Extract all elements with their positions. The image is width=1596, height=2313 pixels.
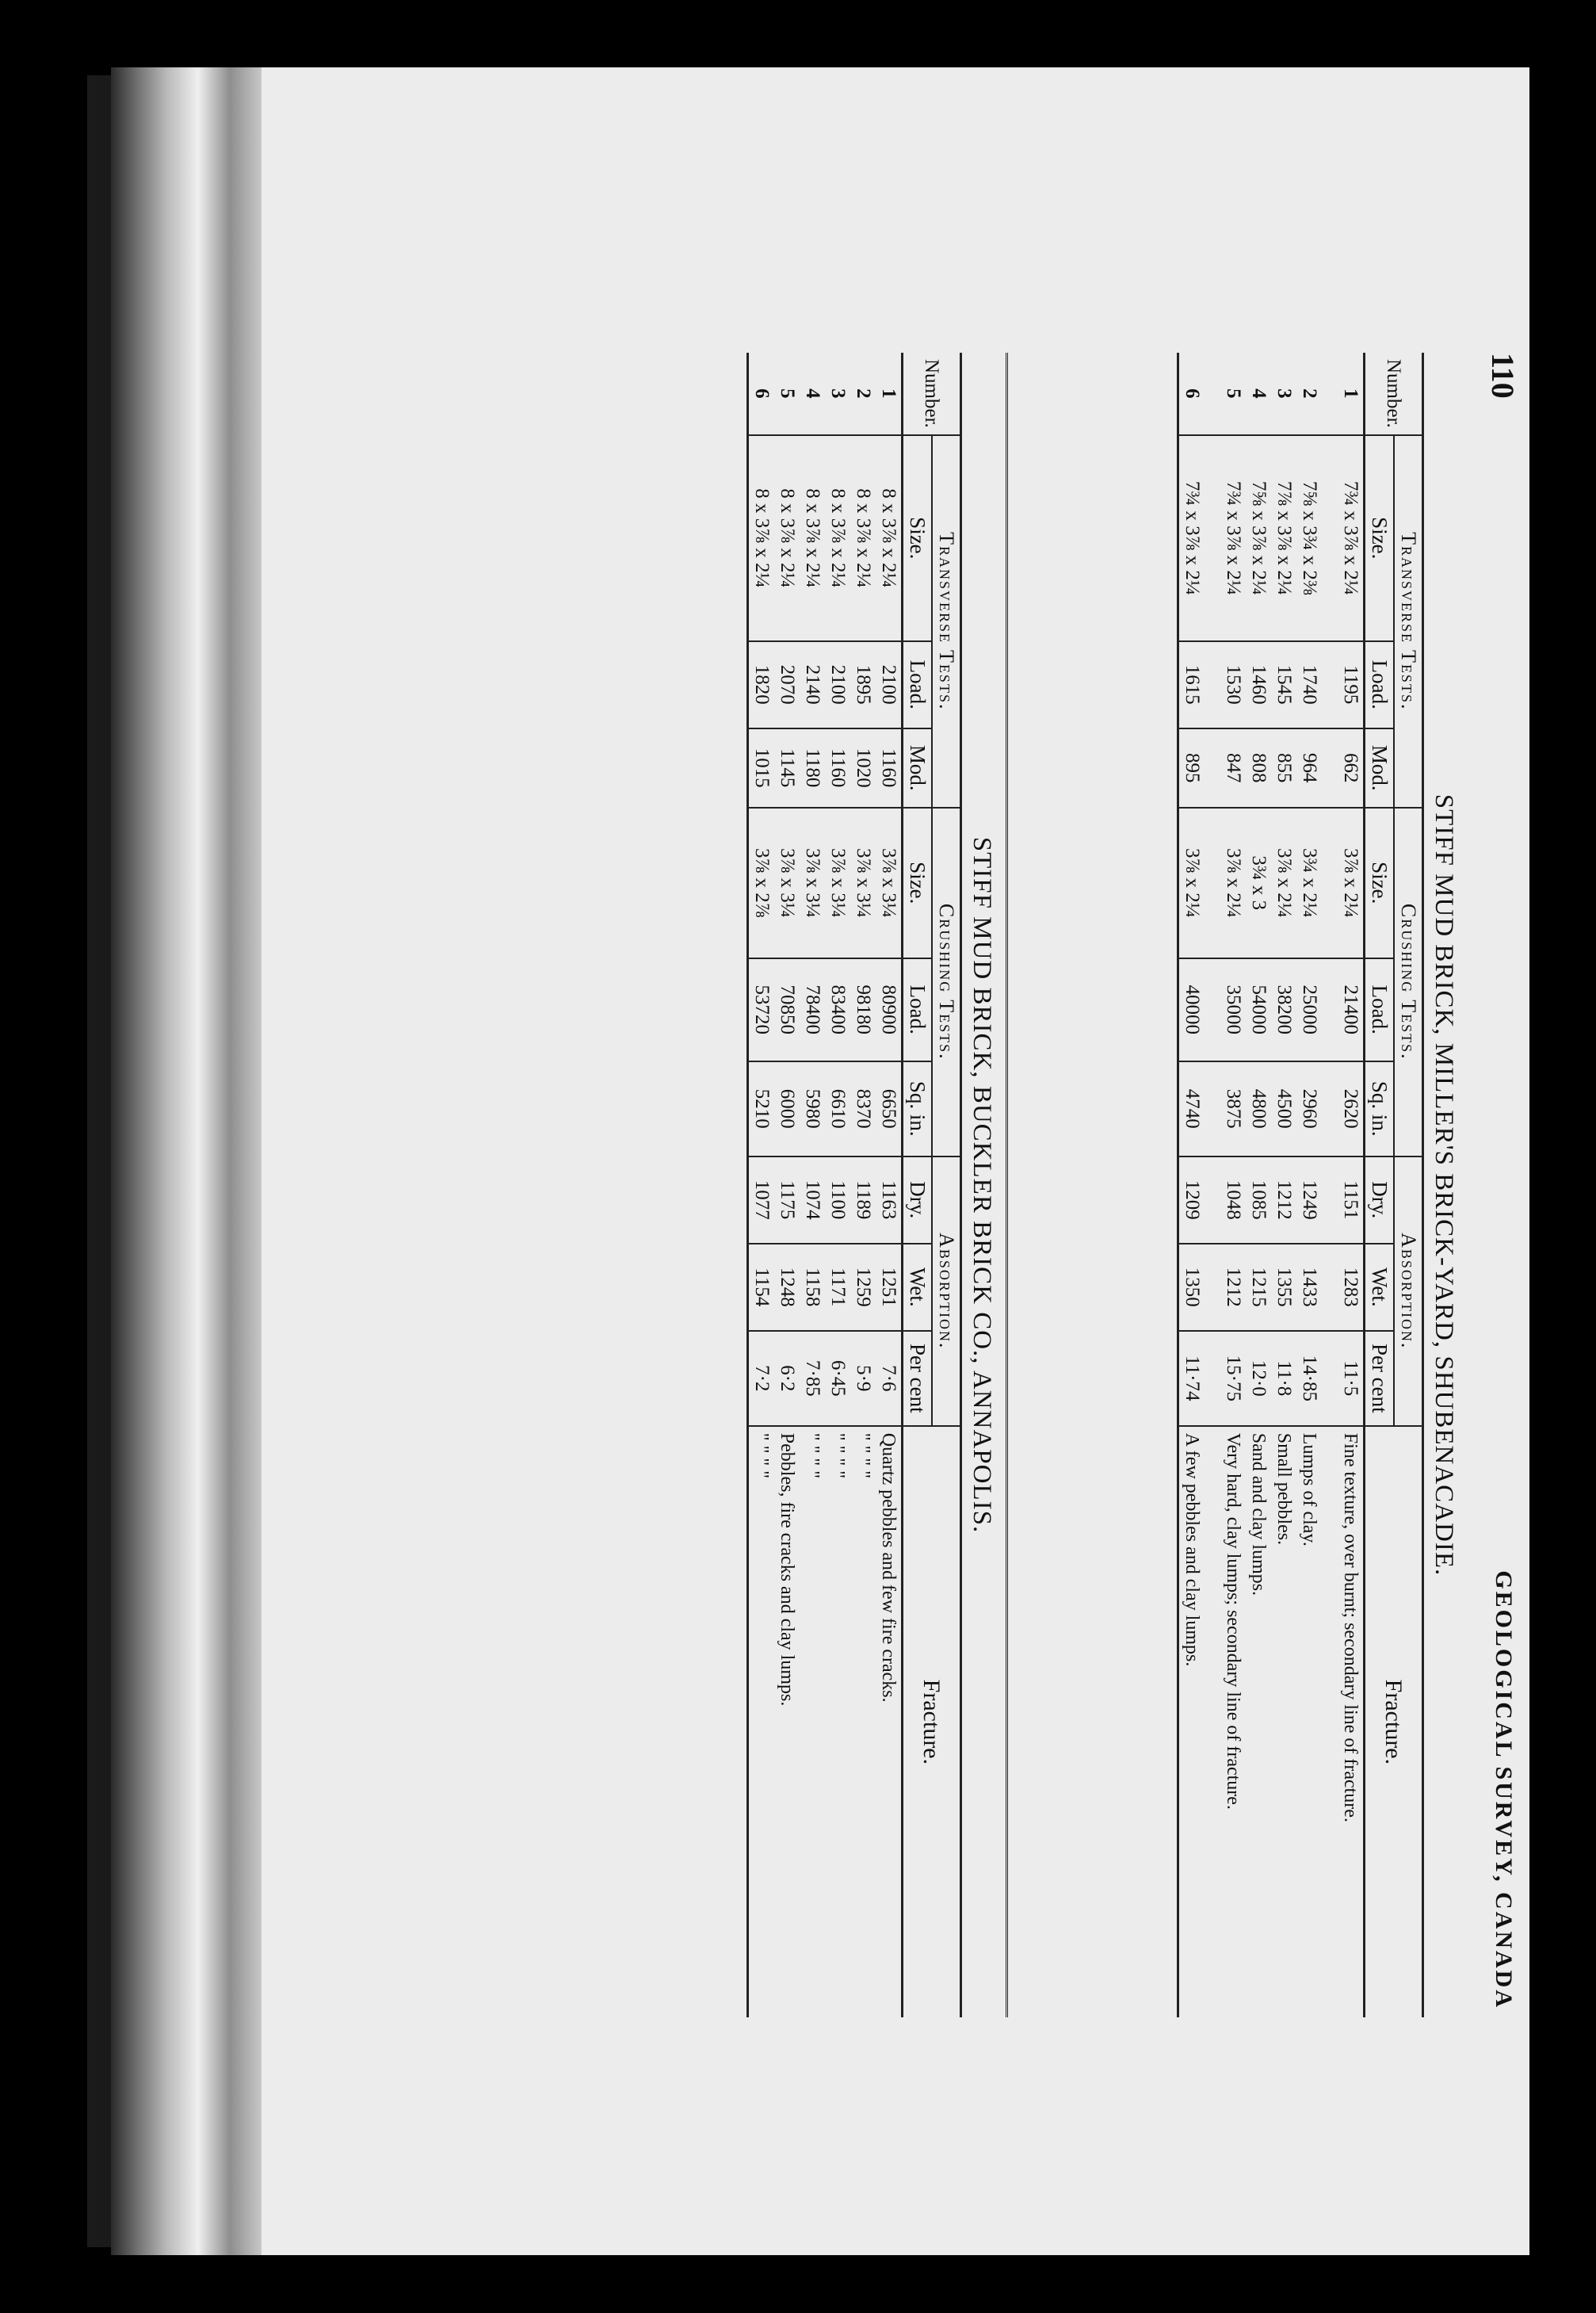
header-fracture: Fracture. (918, 1679, 945, 1765)
table-2-body (748, 353, 903, 2017)
absorption-wet: 1259 (850, 1244, 876, 1331)
header-t-size: Size. (1365, 435, 1395, 641)
crushing-load: 40000 (1178, 958, 1205, 1061)
header-per-cent: Per cent (1365, 1331, 1395, 1426)
absorption-per-cent: 7·6 (876, 1331, 903, 1426)
crushing-size: 3⅞ x 3¼ (774, 808, 800, 958)
transverse-load: 2070 (774, 641, 800, 728)
crushing-sq-in: 2960 (1296, 1061, 1322, 1156)
absorption-dry: 1212 (1271, 1156, 1296, 1244)
transverse-load: 1615 (1178, 641, 1205, 728)
header-wet: Wet. (1365, 1244, 1395, 1331)
crushing-load: 53720 (748, 958, 775, 1061)
crushing-load: 98180 (850, 958, 876, 1061)
row-spacer (1322, 353, 1338, 2017)
transverse-load: 1545 (1271, 641, 1296, 728)
crushing-load: 83400 (825, 958, 850, 1061)
crushing-size: 3⅞ x 2¼ (1178, 808, 1205, 958)
absorption-dry: 1048 (1220, 1156, 1246, 1244)
transverse-size: 8 x 3⅞ x 2¼ (850, 435, 876, 641)
crushing-size: 3⅞ x 2⅞ (748, 808, 775, 958)
absorption-dry: 1189 (850, 1156, 876, 1244)
crushing-sq-in: 8370 (850, 1061, 876, 1156)
absorption-dry: 1209 (1178, 1156, 1205, 1244)
table-row (1338, 353, 1365, 2017)
transverse-mod: 847 (1220, 728, 1246, 808)
absorption-dry: 1077 (748, 1156, 775, 1244)
transverse-load: 2140 (800, 641, 825, 728)
crushing-load: 78400 (800, 958, 825, 1061)
header-c-sq-in: Sq. in. (903, 1061, 933, 1156)
absorption-wet: 1158 (800, 1244, 825, 1331)
fracture-note: Pebbles, fire cracks and clay lumps. (777, 1432, 798, 1707)
row-number: 3 (825, 353, 850, 435)
crushing-size: 3⅞ x 3¼ (825, 808, 850, 958)
absorption-wet: 1355 (1271, 1244, 1296, 1331)
absorption-per-cent: 11·8 (1271, 1331, 1296, 1426)
running-title: GEOLOGICAL SURVEY, CANADA (1491, 1570, 1517, 2009)
crushing-load: 70850 (774, 958, 800, 1061)
row-number: 4 (800, 353, 825, 435)
transverse-load: 1895 (850, 641, 876, 728)
header-dry: Dry. (1365, 1156, 1395, 1244)
header-c-size: Size. (903, 808, 933, 958)
crushing-size: 3⅞ x 3¼ (850, 808, 876, 958)
fracture-note: " " " " (748, 1426, 775, 2017)
header-number: Number. (903, 353, 961, 435)
transverse-mod: 1160 (825, 728, 850, 808)
absorption-wet: 1433 (1296, 1244, 1322, 1331)
transverse-size: 7⅞ x 3⅞ x 2¼ (1271, 435, 1296, 641)
header-crushing-tests: Crushing Tests. (932, 808, 961, 1156)
header-transverse-tests: Transverse Tests. (1394, 435, 1423, 808)
absorption-wet: 1154 (748, 1244, 775, 1331)
table-1 (1177, 353, 1424, 2017)
row-number: 5 (774, 353, 800, 435)
crushing-size: 3⅞ x 3¼ (876, 808, 903, 958)
row-number: 2 (1296, 353, 1322, 435)
fracture-note: A few pebbles and clay lumps. (1178, 1426, 1205, 2017)
crushing-size: 3⅞ x 2¼ (1338, 808, 1365, 958)
transverse-mod: 1160 (876, 728, 903, 808)
header-t-mod: Mod. (1365, 728, 1395, 808)
absorption-wet: 1350 (1178, 1244, 1205, 1331)
transverse-load: 1460 (1246, 641, 1271, 728)
table-row (774, 353, 800, 2017)
transverse-size: 7⅝ x 3⅞ x 2¼ (1246, 435, 1271, 641)
header-number: Number. (1365, 353, 1423, 435)
absorption-wet: 1251 (876, 1244, 903, 1331)
crushing-load: 21400 (1338, 958, 1365, 1061)
header-t-mod: Mod. (903, 728, 933, 808)
absorption-wet: 1212 (1220, 1244, 1246, 1331)
header-fracture: Fracture. (1380, 1679, 1407, 1765)
crushing-load: 25000 (1296, 958, 1322, 1061)
crushing-sq-in: 4800 (1246, 1061, 1271, 1156)
table-row (876, 353, 903, 2017)
transverse-mod: 895 (1178, 728, 1205, 808)
absorption-per-cent: 7·85 (800, 1331, 825, 1426)
transverse-size: 7¾ x 3⅞ x 2¼ (1220, 435, 1246, 641)
absorption-dry: 1249 (1296, 1156, 1322, 1244)
header-t-size: Size. (903, 435, 933, 641)
absorption-wet: 1171 (825, 1244, 850, 1331)
header-transverse-tests: Transverse Tests. (932, 435, 961, 808)
crushing-load: 38200 (1271, 958, 1296, 1061)
transverse-size: 7¾ x 3⅞ x 2¼ (1338, 435, 1365, 641)
crushing-sq-in: 5210 (748, 1061, 775, 1156)
absorption-per-cent: 5·9 (850, 1331, 876, 1426)
absorption-per-cent: 14·85 (1296, 1331, 1322, 1426)
header-c-size: Size. (1365, 808, 1395, 958)
transverse-mod: 964 (1296, 728, 1322, 808)
header-per-cent: Per cent (903, 1331, 933, 1426)
crushing-size: 3¾ x 2¼ (1296, 808, 1322, 958)
absorption-dry: 1074 (800, 1156, 825, 1244)
transverse-mod: 808 (1246, 728, 1271, 808)
header-crushing-tests: Crushing Tests. (1394, 808, 1423, 1156)
transverse-load: 1195 (1338, 641, 1365, 728)
transverse-mod: 1180 (800, 728, 825, 808)
absorption-per-cent: 11·5 (1338, 1331, 1365, 1426)
table-row (1178, 353, 1205, 2017)
row-number: 1 (876, 353, 903, 435)
table-1-body (1178, 353, 1365, 2017)
absorption-dry: 1085 (1246, 1156, 1271, 1244)
row-number: 5 (1220, 353, 1246, 435)
transverse-load: 2100 (825, 641, 850, 728)
section-divider (1001, 353, 1008, 2017)
crushing-sq-in: 2620 (1338, 1061, 1365, 1156)
transverse-size: 8 x 3⅞ x 2¼ (800, 435, 825, 641)
absorption-wet: 1283 (1338, 1244, 1365, 1331)
absorption-per-cent: 15·75 (1220, 1331, 1246, 1426)
absorption-dry: 1163 (876, 1156, 903, 1244)
crushing-size: 3⅞ x 2¼ (1271, 808, 1296, 958)
crushing-load: 35000 (1220, 958, 1246, 1061)
crushing-load: 54000 (1246, 958, 1271, 1061)
crushing-load: 80900 (876, 958, 903, 1061)
transverse-load: 1820 (748, 641, 775, 728)
transverse-size: 7⅝ x 3¾ x 2⅜ (1296, 435, 1322, 641)
crushing-sq-in: 5980 (800, 1061, 825, 1156)
crushing-sq-in: 3875 (1220, 1061, 1246, 1156)
absorption-dry: 1175 (774, 1156, 800, 1244)
absorption-wet: 1215 (1246, 1244, 1271, 1331)
crushing-sq-in: 4500 (1271, 1061, 1296, 1156)
page-edges (111, 67, 269, 2255)
header-absorption: Absorption. (1394, 1156, 1423, 1426)
crushing-size: 3¾ x 3 (1246, 808, 1271, 958)
row-number: 4 (1246, 353, 1271, 435)
table-row (800, 353, 825, 2017)
transverse-load: 1530 (1220, 641, 1246, 728)
fracture-note: " " " " (827, 1432, 849, 1478)
transverse-size: 8 x 3⅞ x 2¼ (825, 435, 850, 641)
transverse-mod: 1015 (748, 728, 775, 808)
crushing-sq-in: 6610 (825, 1061, 850, 1156)
header-t-load: Load. (1365, 641, 1395, 728)
absorption-per-cent: 6·45 (825, 1331, 850, 1426)
absorption-wet: 1248 (774, 1244, 800, 1331)
header-absorption: Absorption. (932, 1156, 961, 1426)
transverse-mod: 1020 (850, 728, 876, 808)
table-row (825, 353, 850, 2017)
absorption-per-cent: 6·2 (774, 1331, 800, 1426)
fracture-note: Quartz pebbles and few fire cracks. (878, 1432, 899, 1703)
table-row (850, 353, 876, 2017)
header-c-load: Load. (903, 958, 933, 1061)
transverse-mod: 1145 (774, 728, 800, 808)
page-number: 110 (1485, 353, 1521, 399)
header-c-sq-in: Sq. in. (1365, 1061, 1395, 1156)
fracture-note: " " " " (853, 1432, 874, 1478)
rotated-content (602, 353, 1522, 2017)
table-1-title: STIFF MUD BRICK, MILLER'S BRICK-YARD, SHUBENACADIE. (1430, 793, 1458, 1577)
header-c-load: Load. (1365, 958, 1395, 1061)
table-row (1246, 353, 1271, 2017)
table-row (1271, 353, 1296, 2017)
row-number: 6 (1178, 353, 1205, 435)
row-spacer (1205, 353, 1220, 2017)
table-2 (746, 353, 962, 2017)
transverse-mod: 855 (1271, 728, 1296, 808)
header-wet: Wet. (903, 1244, 933, 1331)
table-2-title: STIFF MUD BRICK, BUCKLER BRICK CO., ANNAPOLIS. (968, 836, 996, 1534)
transverse-size: 7¾ x 3⅞ x 2¼ (1178, 435, 1205, 641)
book-page (262, 67, 1529, 2255)
row-number: 3 (1271, 353, 1296, 435)
fracture-note: Very hard, clay lumps; secondary line of fracture. (1223, 1432, 1244, 1810)
header-dry: Dry. (903, 1156, 933, 1244)
header-t-load: Load. (903, 641, 933, 728)
table-1-section (1177, 353, 1458, 2017)
crushing-sq-in: 4740 (1178, 1061, 1205, 1156)
crushing-size: 3⅞ x 2¼ (1220, 808, 1246, 958)
crushing-sq-in: 6000 (774, 1061, 800, 1156)
crushing-sq-in: 6650 (876, 1061, 903, 1156)
absorption-per-cent: 11·74 (1178, 1331, 1205, 1426)
table-row (1296, 353, 1322, 2017)
crushing-size: 3⅞ x 3¼ (800, 808, 825, 958)
fracture-note: " " " " (802, 1432, 823, 1478)
absorption-dry: 1151 (1338, 1156, 1365, 1244)
row-number: 6 (748, 353, 775, 435)
transverse-size: 8 x 3⅞ x 2¼ (748, 435, 775, 641)
table-2-section (746, 353, 1014, 2017)
running-head (1474, 353, 1522, 2017)
table-row (748, 353, 775, 2017)
row-number: 1 (1338, 353, 1365, 435)
row-number: 2 (850, 353, 876, 435)
table-row (1220, 353, 1246, 2017)
absorption-per-cent: 7·2 (748, 1331, 775, 1426)
fracture-note: Fine texture, over burnt; secondary line of fracture. (1340, 1432, 1361, 1822)
transverse-load: 2100 (876, 641, 903, 728)
fracture-note: Small pebbles. (1273, 1432, 1295, 1546)
fracture-note: Sand and clay lumps. (1248, 1432, 1270, 1596)
transverse-size: 8 x 3⅞ x 2¼ (876, 435, 903, 641)
fracture-note: Lumps of clay. (1299, 1432, 1320, 1546)
absorption-per-cent: 12·0 (1246, 1331, 1271, 1426)
transverse-size: 8 x 3⅞ x 2¼ (774, 435, 800, 641)
transverse-load: 1740 (1296, 641, 1322, 728)
transverse-mod: 662 (1338, 728, 1365, 808)
absorption-dry: 1100 (825, 1156, 850, 1244)
